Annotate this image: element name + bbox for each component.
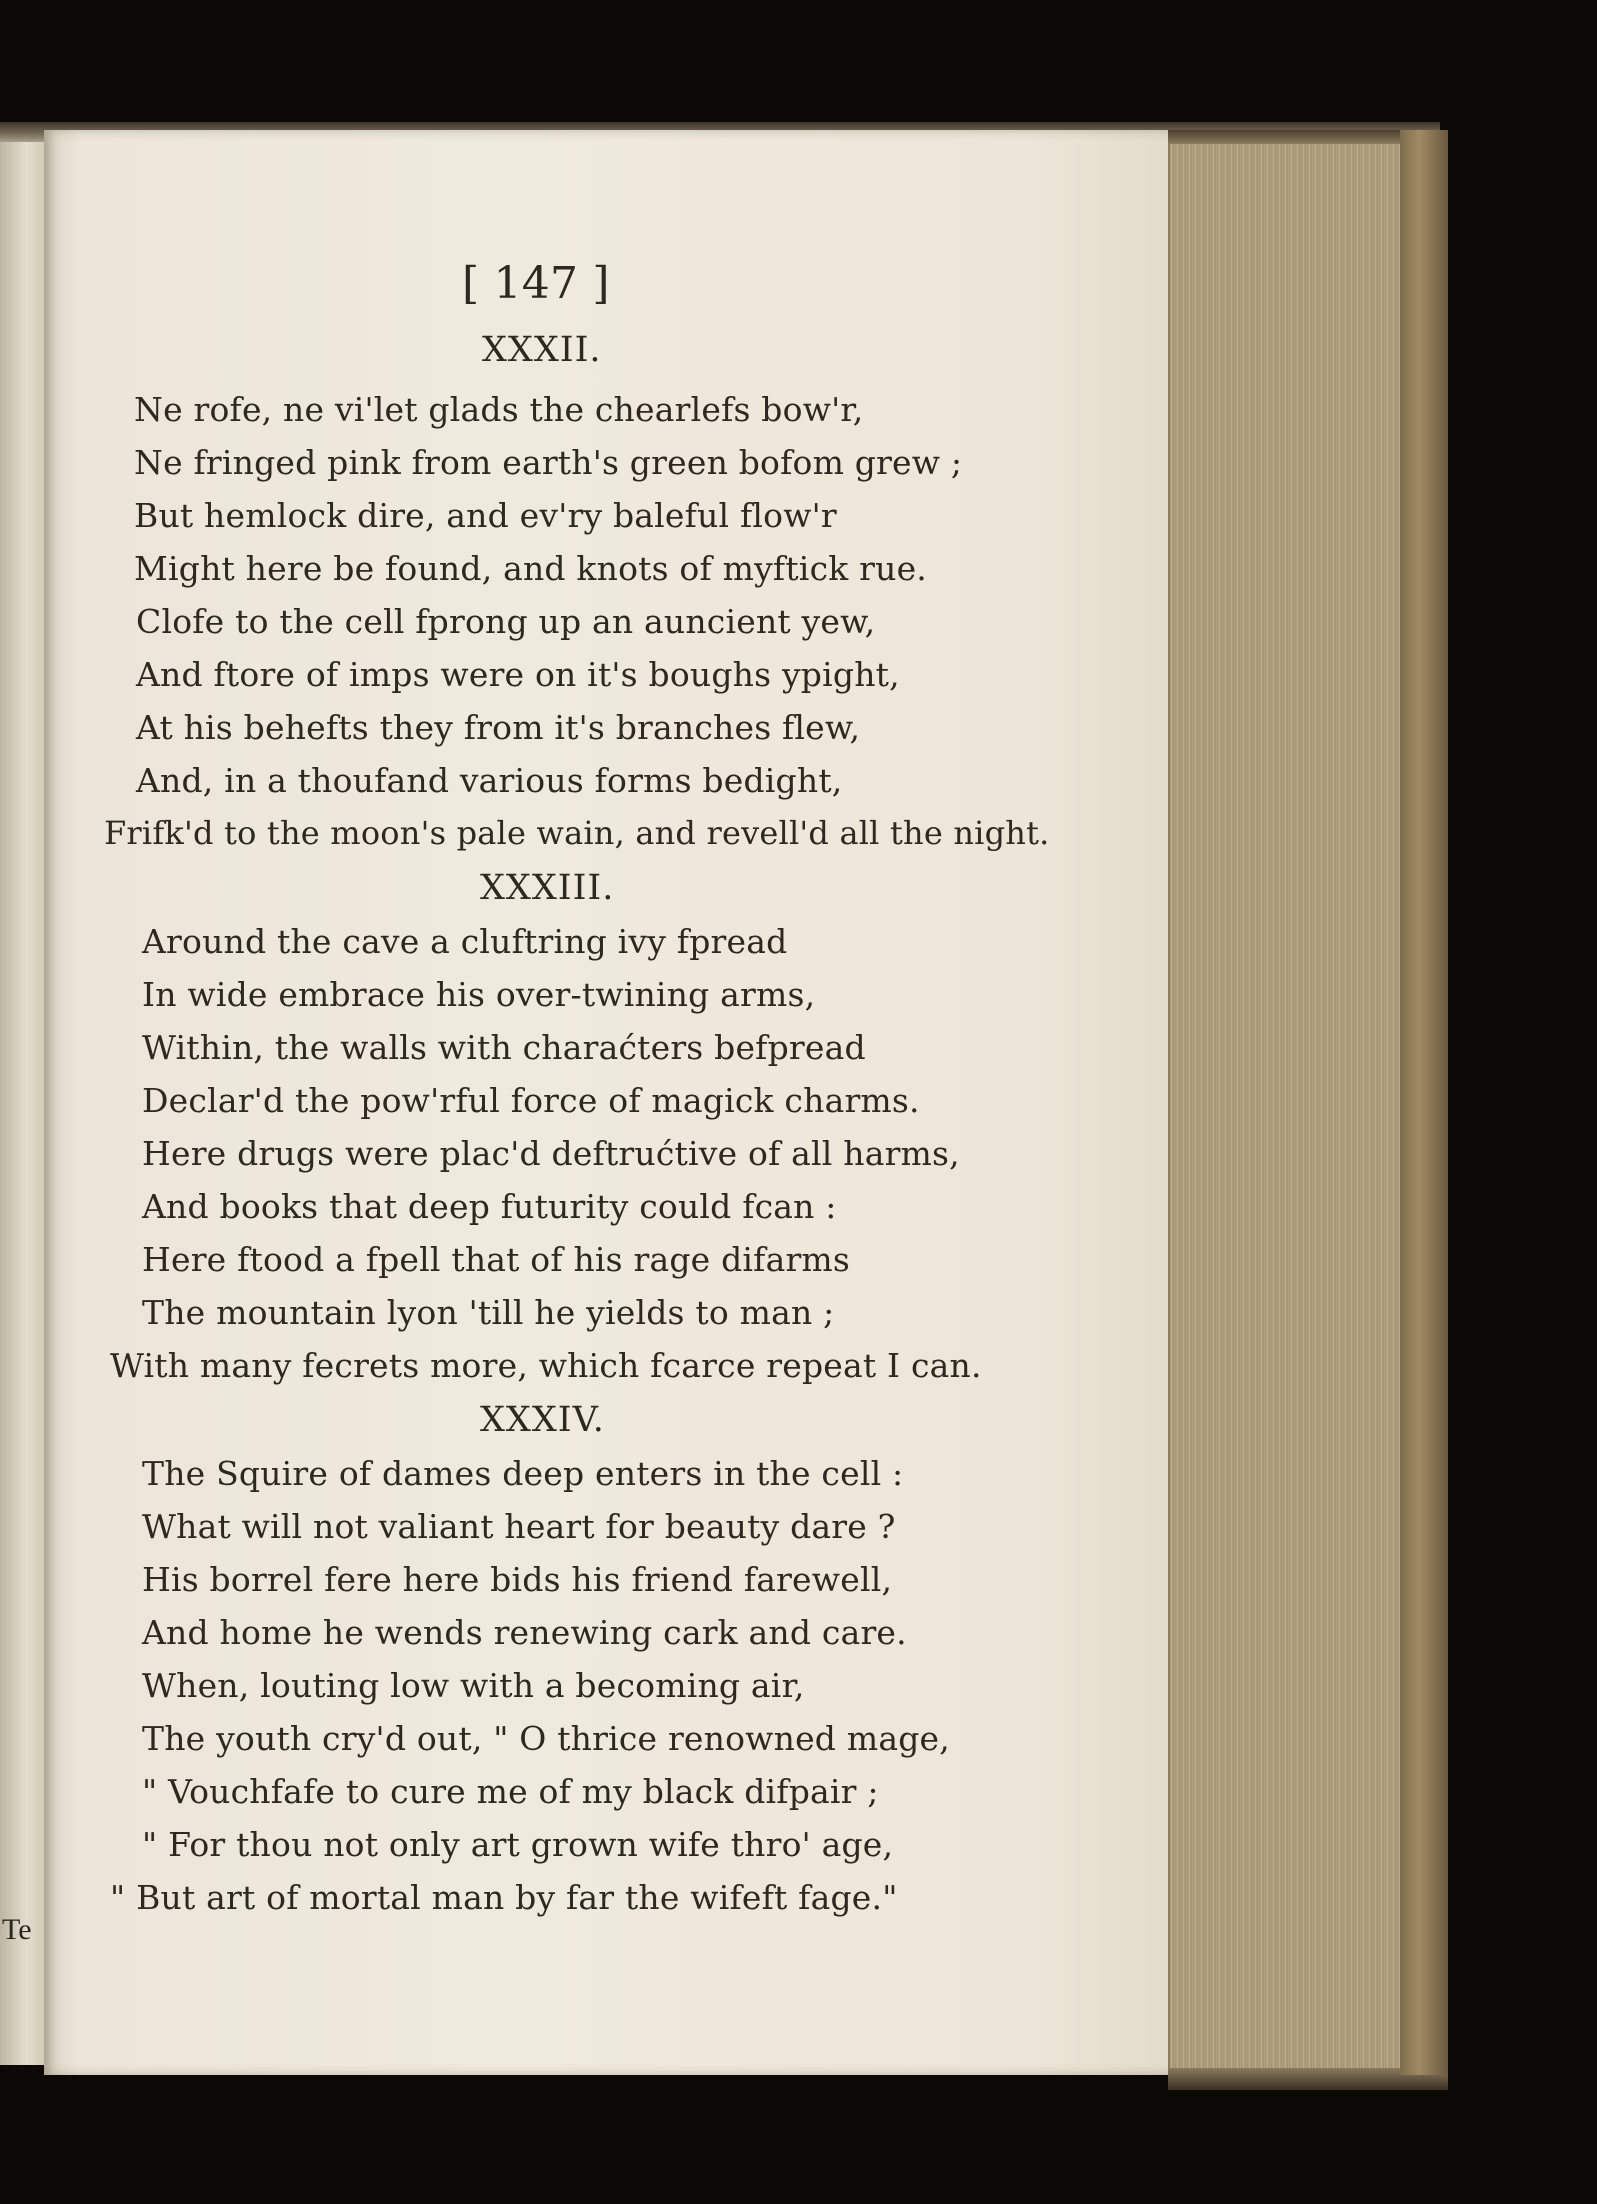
verse-line: Ne rofe, ne vi'let glads the chearlefs bow'r, xyxy=(134,390,864,429)
verse-line: Here drugs were plac'd deftrućtive of all harms, xyxy=(142,1134,960,1173)
page-number: [ 147 ] xyxy=(462,258,610,309)
stanza-heading: XXXIII. xyxy=(480,868,615,908)
book-cover-edge xyxy=(1400,130,1448,2075)
verse-line: At his behefts they from it's branches flew, xyxy=(136,708,861,747)
verse-line: The youth cry'd out, " O thrice renowned mage, xyxy=(142,1719,950,1758)
verse-line: And books that deep futurity could fcan : xyxy=(142,1187,837,1226)
verse-line: Might here be found, and knots of myftick rue. xyxy=(134,549,927,588)
verse-line: The mountain lyon 'till he yields to man ; xyxy=(142,1293,835,1332)
verse-line: Around the cave a cluftring ivy fpread xyxy=(142,922,788,961)
verse-line: " For thou not only art grown wife thro' age, xyxy=(142,1825,894,1864)
verse-line: What will not valiant heart for beauty dare ? xyxy=(142,1507,896,1546)
verse-line: Declar'd the pow'rful force of magick charms. xyxy=(142,1081,920,1120)
stanza-heading: XXXIV. xyxy=(480,1400,605,1440)
verse-line: " Vouchfafe to cure me of my black difpair ; xyxy=(142,1772,879,1811)
verse-line: Frifk'd to the moon's pale wain, and revell'd all the night. xyxy=(104,814,1050,852)
verse-line: With many fecrets more, which fcarce repeat I can. xyxy=(110,1346,982,1385)
verse-line: And home he wends renewing cark and care. xyxy=(142,1613,907,1652)
verse-line: Within, the walls with charaćters befpread xyxy=(142,1028,866,1067)
facing-page-fragment: Te xyxy=(2,1913,32,1946)
verse-line: Ne fringed pink from earth's green bofom grew ; xyxy=(134,443,963,482)
stanza-heading: XXXII. xyxy=(482,330,602,370)
verse-line: Clofe to the cell fprong up an auncient yew, xyxy=(136,602,876,641)
verse-line: Here ftood a fpell that of his rage difarms xyxy=(142,1240,851,1279)
verse-line: In wide embrace his over-twining arms, xyxy=(142,975,816,1014)
facing-page-edge xyxy=(0,125,50,2065)
verse-line: His borrel fere here bids his friend farewell, xyxy=(142,1560,893,1599)
page-block-edges xyxy=(1168,135,1420,2075)
verse-line: " But art of mortal man by far the wifeft fage." xyxy=(110,1878,898,1917)
verse-line: And ftore of imps were on it's boughs ypight, xyxy=(136,655,900,694)
verse-line: And, in a thoufand various forms bedight, xyxy=(136,761,843,800)
verse-line: The Squire of dames deep enters in the cell : xyxy=(142,1454,904,1493)
verse-line: When, louting low with a becoming air, xyxy=(142,1666,805,1705)
verse-line: But hemlock dire, and ev'ry baleful flow'r xyxy=(134,496,837,535)
